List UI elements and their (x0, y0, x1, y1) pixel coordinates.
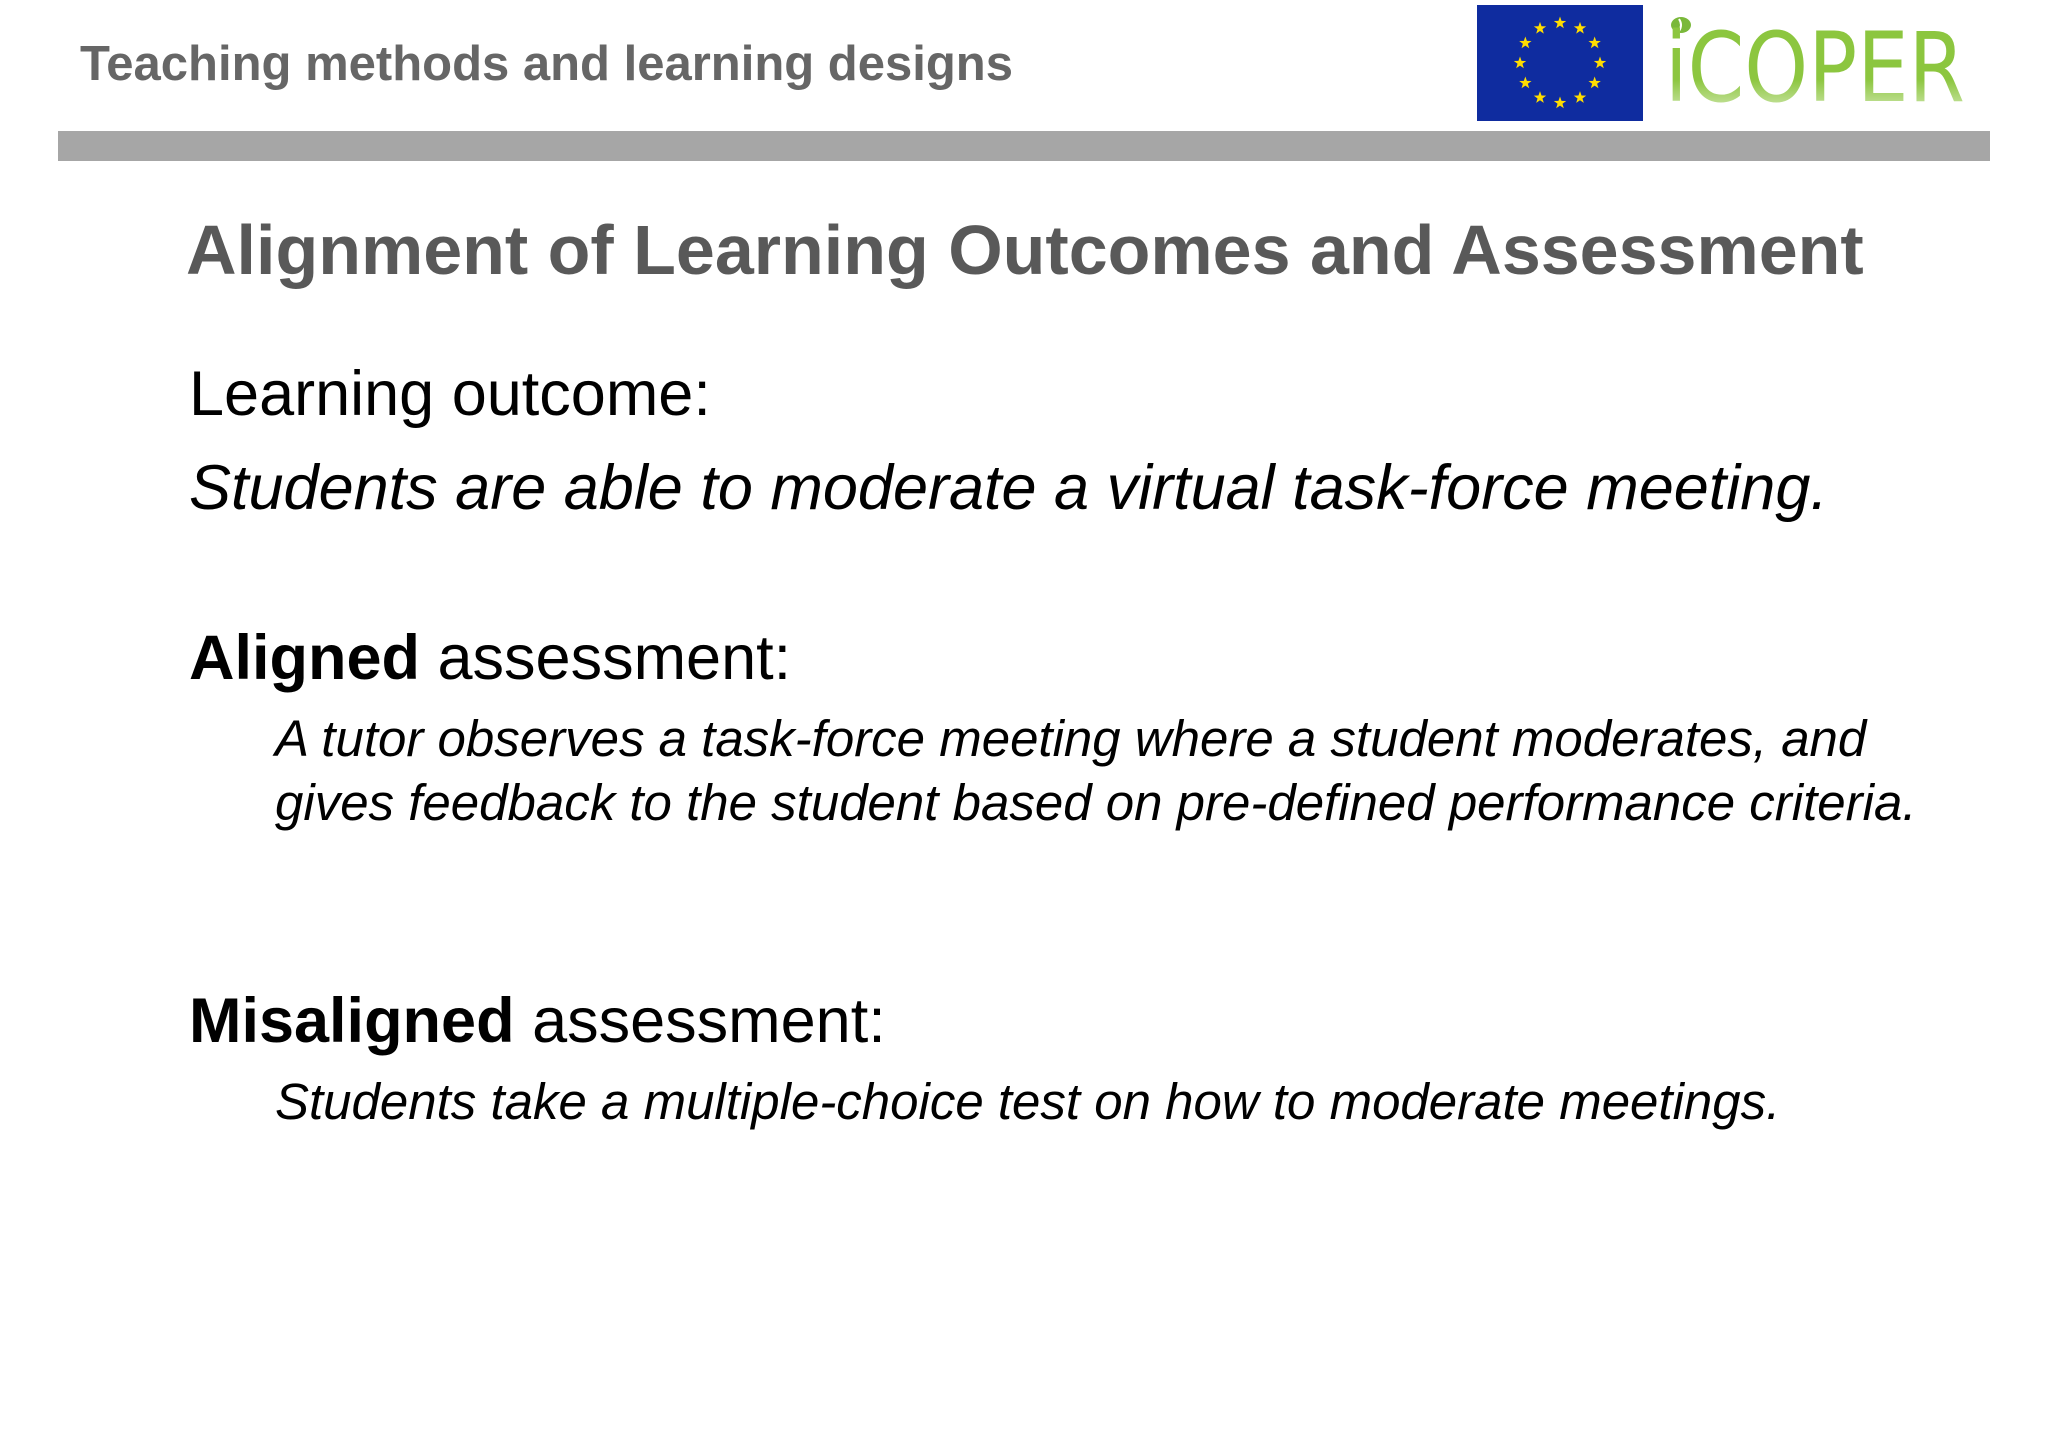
aligned-label-rest: assessment: (420, 623, 792, 693)
learning-outcome-heading: Learning outcome: (189, 359, 711, 429)
eu-star-icon (1588, 37, 1600, 49)
misaligned-assessment-text: Students take a multiple-choice test on how to moderate meetings. (275, 1073, 1781, 1130)
eu-star-icon (1588, 77, 1600, 89)
eu-star-icon (1534, 22, 1546, 34)
header-title: Teaching methods and learning designs (80, 37, 1013, 91)
logo-text: iCOPER (1665, 12, 1965, 124)
learning-outcome-text: Students are able to moderate a virtual task-force meeting. (189, 453, 1828, 523)
eu-star-icon (1519, 77, 1531, 89)
aligned-label-bold: Aligned (189, 623, 420, 693)
icoper-logo-icon (1657, 5, 1974, 124)
aligned-assessment-text: A tutor observes a task-force meeting where a student moderates, and gives feedback to the student based on pre-defined performance criteria. (275, 710, 1917, 831)
eu-star-icon (1534, 91, 1546, 103)
header-divider (58, 131, 1990, 161)
slide-title: Alignment of Learning Outcomes and Assessment (186, 211, 1864, 289)
eu-star-icon (1574, 22, 1586, 34)
misaligned-assessment-heading (189, 985, 886, 1057)
eu-star-icon (1554, 17, 1566, 29)
eu-star-icon (1514, 57, 1526, 69)
eu-flag-icon (1477, 5, 1643, 121)
eu-star-icon (1594, 57, 1606, 69)
aligned-assessment-heading (189, 622, 791, 694)
misaligned-label-bold: Misaligned (189, 986, 515, 1056)
misaligned-label-rest: assessment: (514, 986, 886, 1056)
eu-star-icon (1519, 37, 1531, 49)
eu-star-icon (1574, 91, 1586, 103)
eu-star-icon (1554, 97, 1566, 109)
